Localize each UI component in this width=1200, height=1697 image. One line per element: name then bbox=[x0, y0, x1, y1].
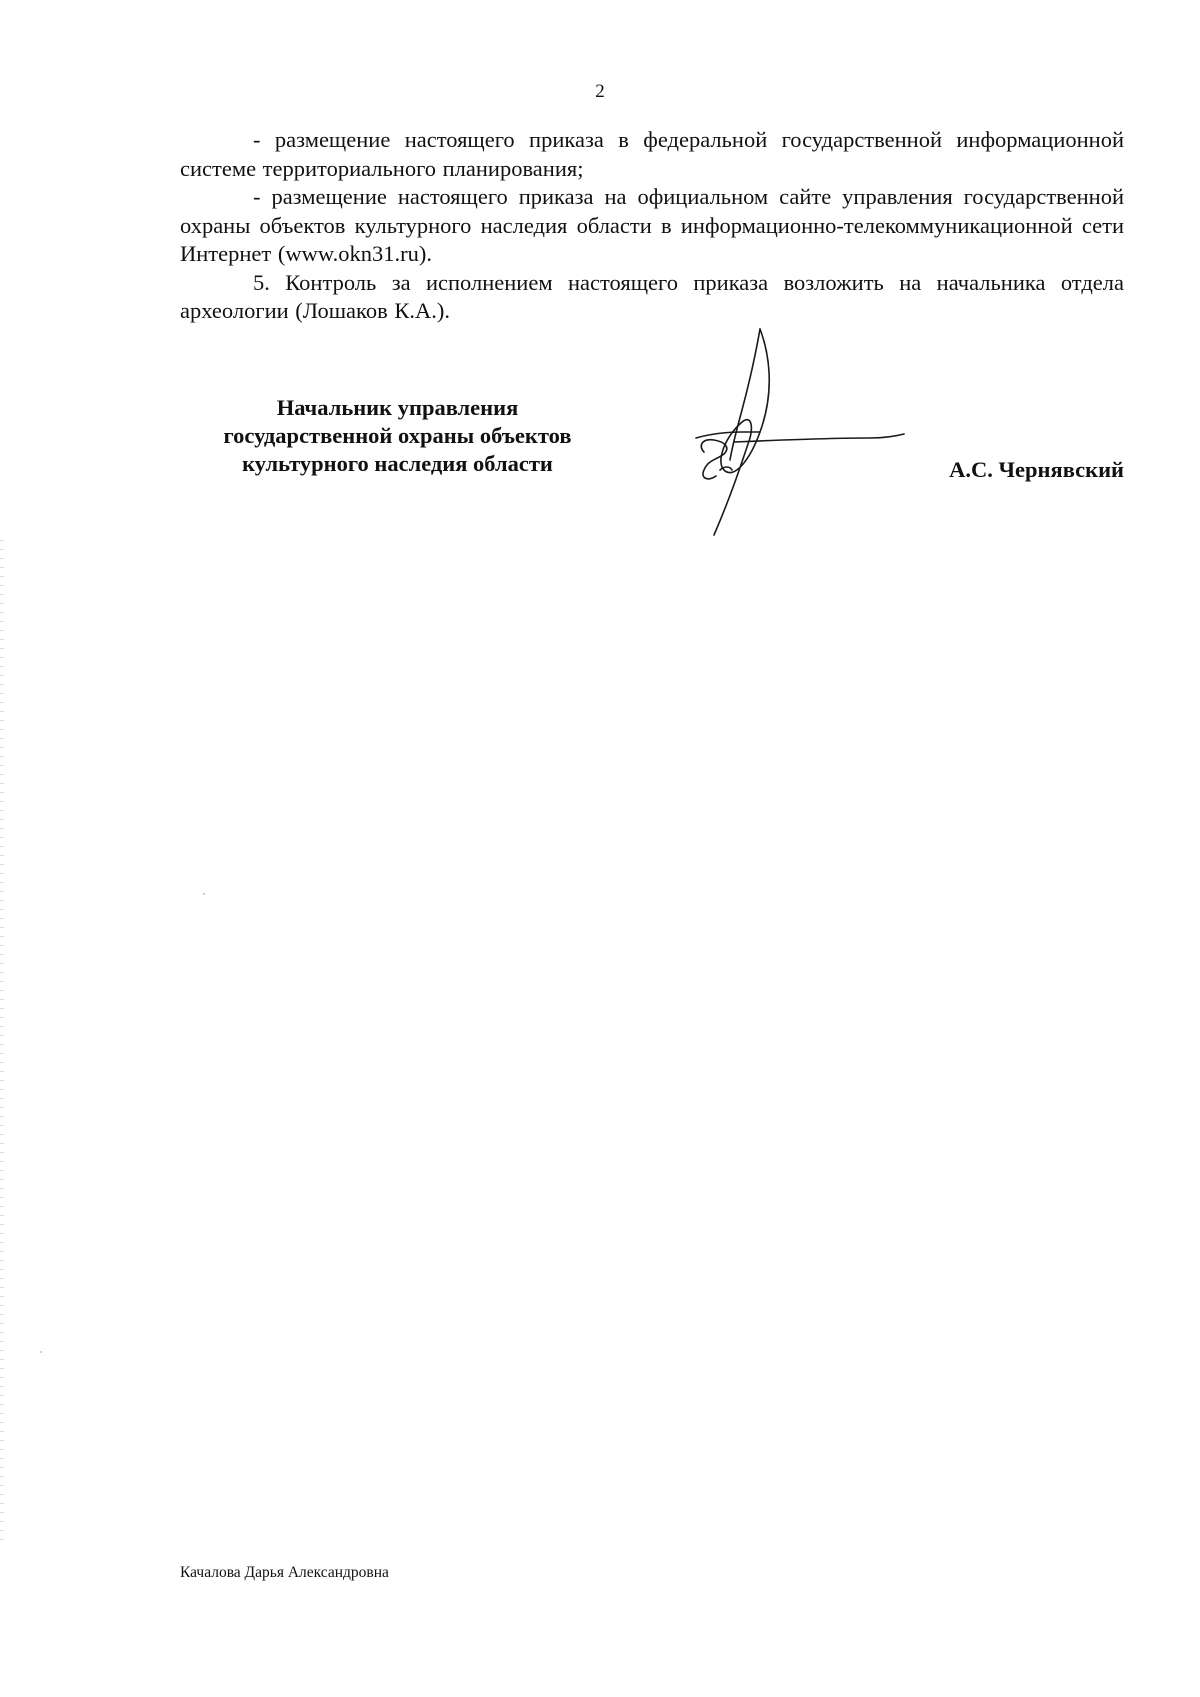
position-line: государственной охраны объектов bbox=[223, 423, 572, 448]
document-body bbox=[180, 126, 1124, 326]
position-line: Начальник управления bbox=[276, 395, 519, 420]
body-paragraph: - размещение настоящего приказа в федеральной государственной информационной системе территориального планирования; bbox=[180, 127, 1124, 181]
page-number: 2 bbox=[595, 81, 605, 102]
scan-dust bbox=[40, 1351, 42, 1353]
signatory-position bbox=[180, 394, 615, 478]
executor-name: Качалова Дарья Александровна bbox=[180, 1564, 389, 1581]
scan-dust bbox=[203, 893, 205, 895]
body-paragraph: - размещение настоящего приказа на официальном сайте управления государственной охраны объектов культурного наследия области в информационно-телекоммуникационной сети Интернет (www.okn31.ru). bbox=[180, 184, 1124, 266]
signer-name: А.С. Чернявский bbox=[949, 457, 1124, 482]
body-paragraph: 5. Контроль за исполнением настоящего приказа возложить на начальника отдела археологии (Лошаков К.А.). bbox=[180, 269, 1124, 323]
scan-edge-marks bbox=[0, 540, 4, 1540]
position-line: культурного наследия области bbox=[242, 451, 553, 476]
handwritten-signature bbox=[690, 320, 930, 550]
